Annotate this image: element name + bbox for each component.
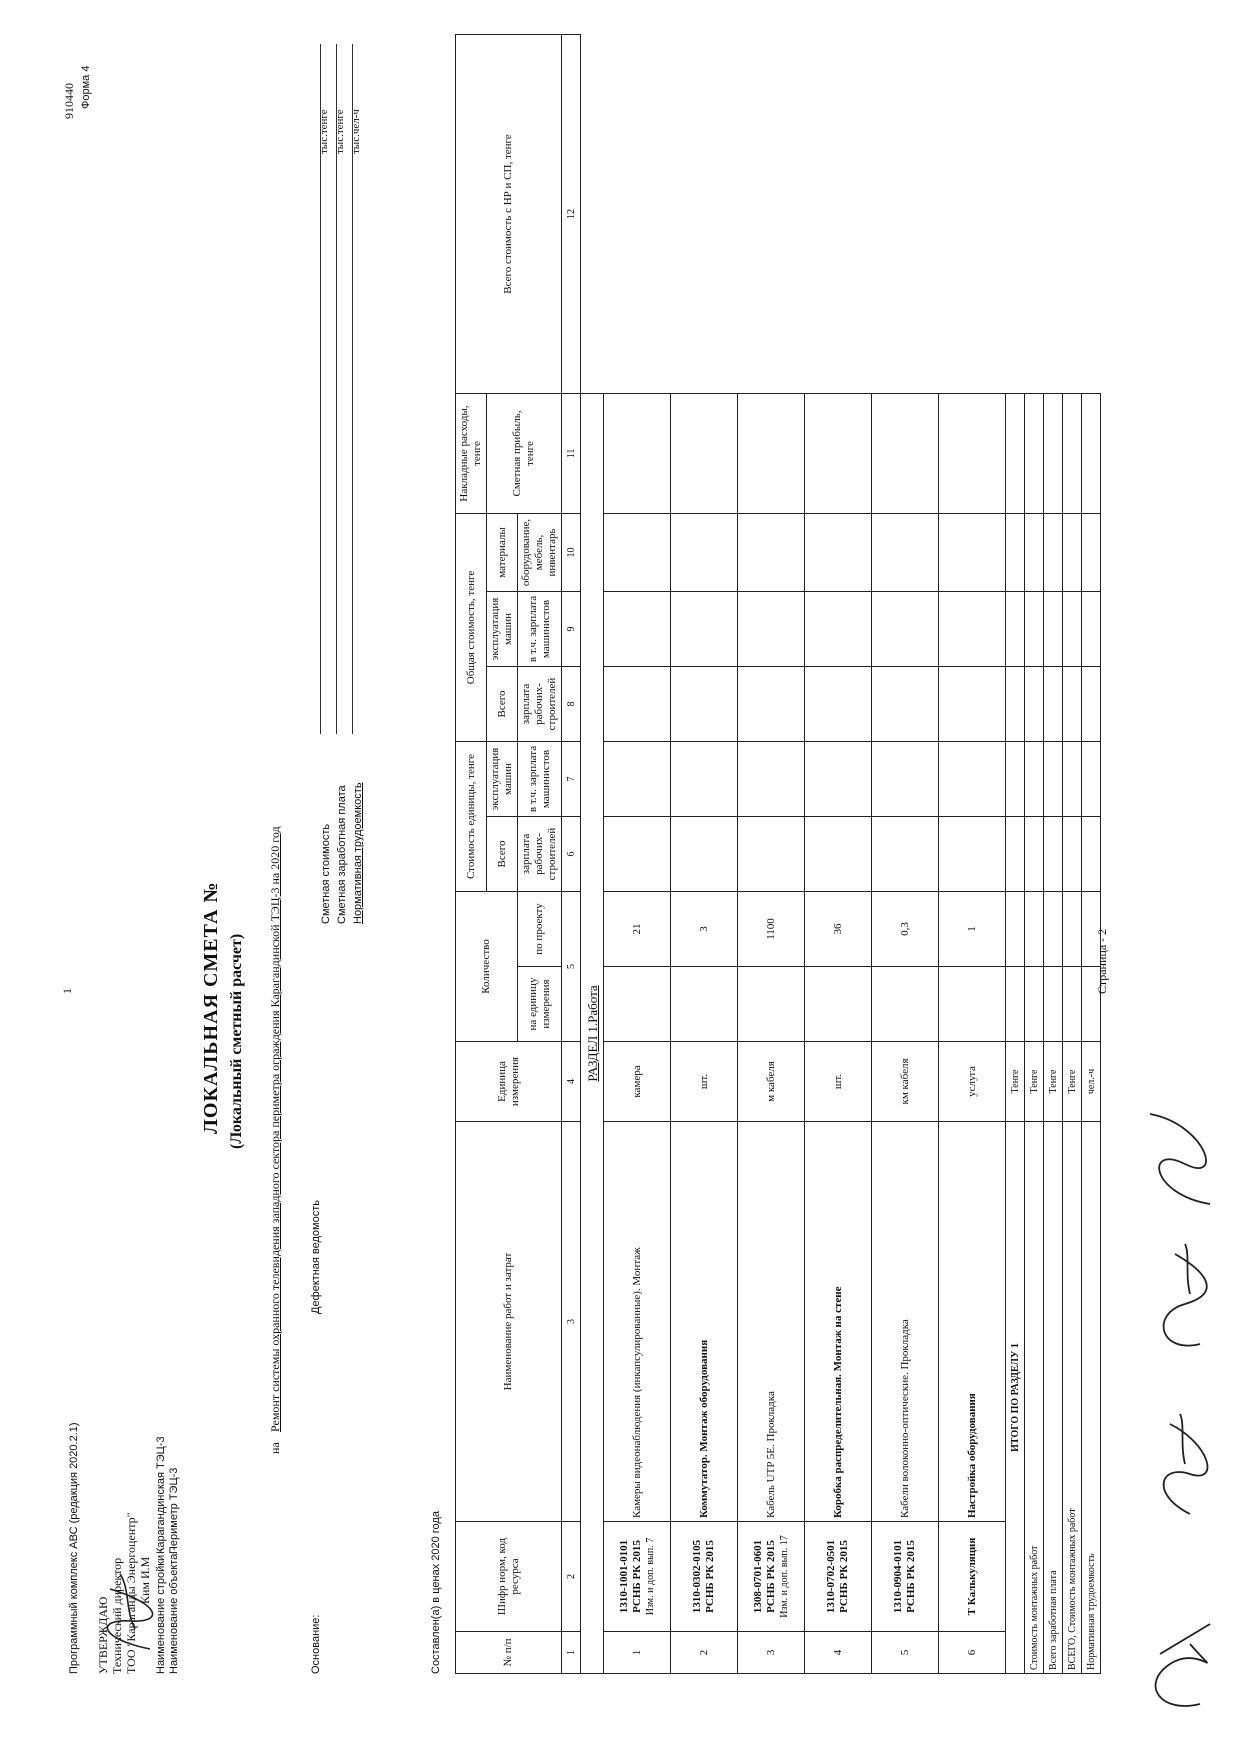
section-total-unit: Тенге bbox=[1006, 1042, 1025, 1122]
col-number: 10 bbox=[562, 513, 581, 591]
section-total-row bbox=[1006, 35, 1025, 1674]
header-wage-2: зарплата рабочих-строителей bbox=[518, 667, 562, 742]
summary-label: Всего заработная плата bbox=[1044, 1122, 1063, 1674]
header-unit-cost: Стоимость единицы, тенге bbox=[456, 742, 487, 892]
col-number: 6 bbox=[562, 817, 581, 892]
col-number: 1 bbox=[562, 1632, 581, 1674]
header-all-2: Всего bbox=[487, 667, 518, 742]
summary-row bbox=[1025, 35, 1044, 1674]
handwritten-signatures bbox=[1130, 1104, 1230, 1724]
row-code: 1310-0904-0101 РСНБ РК 2015 bbox=[872, 1522, 939, 1632]
row-qty: 1100 bbox=[738, 892, 805, 967]
col-number: 7 bbox=[562, 742, 581, 817]
row-qty: 21 bbox=[604, 892, 671, 967]
program-name: Программный комплекс АВС (редакция 2020.2.1) bbox=[68, 1422, 80, 1674]
company-name: ТОО "Караганды Энергоцентр" bbox=[124, 1512, 138, 1674]
page-number: Страница - 2 bbox=[1095, 928, 1109, 994]
site-label: Наименование стройки - bbox=[155, 1548, 167, 1674]
header-machines-1: эксплуатация машин bbox=[487, 742, 518, 817]
row-unit: шт. bbox=[805, 1042, 872, 1122]
estimate-subject: Ремонт системы охранного телевидения западного сектора периметра ограждения Карагандинской ТЭЦ-3 на 2020 год bbox=[268, 826, 282, 1432]
row-number: 6 bbox=[939, 1632, 1006, 1674]
page-marker: 1 bbox=[60, 988, 74, 994]
col-number: 12 bbox=[562, 35, 581, 394]
row-unit: шт. bbox=[671, 1042, 738, 1122]
col-number: 11 bbox=[562, 393, 581, 513]
col-number: 5 bbox=[562, 892, 581, 1042]
column-numbers-row bbox=[562, 35, 581, 1674]
wage-label: Сметная заработная плата bbox=[336, 785, 348, 924]
row-unit: услуга bbox=[939, 1042, 1006, 1122]
row-qty: 0,3 bbox=[872, 892, 939, 967]
summary-label: Стоимость монтажных работ bbox=[1025, 1122, 1044, 1674]
header-name: Наименование работ и затрат bbox=[456, 1122, 562, 1522]
summary-unit: Тенге bbox=[1063, 1042, 1082, 1122]
header-overhead: Накладные расходы, тенге bbox=[456, 393, 487, 513]
summary-row bbox=[1063, 35, 1082, 1674]
table-row bbox=[939, 35, 1006, 1674]
header-unit: Единица измерения bbox=[456, 1042, 562, 1122]
header-total-cost: Общая стоимость, тенге bbox=[456, 513, 487, 741]
approved-label: УТВЕРЖДАЮ bbox=[96, 1596, 110, 1674]
header-wage-1: зарплата рабочих-строителей bbox=[518, 817, 562, 892]
row-name: Коммутатор. Монтаж оборудования bbox=[671, 1122, 738, 1522]
summary-unit: чел.-ч bbox=[1082, 1042, 1101, 1122]
header-machines-2: эксплуатация машин bbox=[487, 592, 518, 667]
row-name: Настройка оборудования bbox=[939, 1122, 1006, 1522]
na-label: на bbox=[268, 1442, 282, 1454]
col-number: 4 bbox=[562, 1042, 581, 1122]
unit-labor: тыс.чел-ч bbox=[350, 109, 362, 154]
row-unit: камера bbox=[604, 1042, 671, 1122]
compiled-note: Составлен(а) в ценах 2020 года bbox=[430, 1511, 442, 1674]
document-title: ЛОКАЛЬНАЯ СМЕТА № bbox=[200, 881, 222, 1134]
estimate-table bbox=[455, 34, 1101, 1674]
row-number: 5 bbox=[872, 1632, 939, 1674]
approval-signature bbox=[90, 1569, 165, 1659]
table-row bbox=[805, 35, 872, 1674]
director-name: Ким И.М bbox=[138, 1556, 152, 1604]
row-code: Т Калькуляция bbox=[939, 1522, 1006, 1632]
header-equipment: оборудование, мебель, инвентарь bbox=[518, 513, 562, 591]
row-name: Кабель UTP 5E. Прокладка bbox=[738, 1122, 805, 1522]
basis-value: Дефектная ведомость bbox=[310, 1200, 322, 1314]
object-value: Периметр ТЭЦ-3 bbox=[168, 1467, 180, 1554]
header-all-1: Всего bbox=[487, 817, 518, 892]
section-title: РАЗДЕЛ 1.Работа bbox=[581, 393, 604, 1673]
object-label: Наименование объекта - bbox=[168, 1546, 180, 1674]
labor-label: Нормативная трудоемкость bbox=[352, 782, 364, 924]
row-number: 4 bbox=[805, 1632, 872, 1674]
section-row bbox=[581, 35, 604, 1674]
row-code: 1310-0702-0501 РСНБ РК 2015 bbox=[805, 1522, 872, 1632]
site-value: Карагандинская ТЭЦ-3 bbox=[155, 1436, 167, 1554]
summary-unit: Тенге bbox=[1044, 1042, 1063, 1122]
row-qty: 1 bbox=[939, 892, 1006, 967]
table-row bbox=[604, 35, 671, 1674]
header-materials: материалы bbox=[487, 513, 518, 591]
row-number: 3 bbox=[738, 1632, 805, 1674]
header-qty: Количество bbox=[456, 892, 518, 1042]
row-number: 1 bbox=[604, 1632, 671, 1674]
row-note: Изм. и доп. вып. 17 bbox=[778, 1535, 790, 1618]
basis-label: Основание: bbox=[310, 1614, 322, 1674]
summary-row bbox=[1044, 35, 1063, 1674]
row-unit: км кабеля bbox=[872, 1042, 939, 1122]
row-qty: 3 bbox=[671, 892, 738, 967]
row-qty: 36 bbox=[805, 892, 872, 967]
row-name: Коробка распределительная. Монтаж на стене bbox=[805, 1122, 872, 1522]
header-qty-per-unit: на единицу измерения bbox=[518, 967, 562, 1042]
header-profit: Сметная прибыль, тенге bbox=[487, 393, 562, 513]
header-code: Шифр норм, код ресурса bbox=[456, 1522, 562, 1632]
summary-row bbox=[1082, 35, 1101, 1674]
row-code: 1308-0701-0601 РСНБ РК 2015 bbox=[751, 1539, 777, 1614]
col-number: 3 bbox=[562, 1122, 581, 1522]
row-number: 2 bbox=[671, 1632, 738, 1674]
table-row bbox=[872, 35, 939, 1674]
col-number: 9 bbox=[562, 592, 581, 667]
cost-label: Сметная стоимость bbox=[320, 823, 332, 924]
summary-unit: Тенге bbox=[1025, 1042, 1044, 1122]
summary-label: Нормативная трудоемкость bbox=[1082, 1122, 1101, 1674]
unit-cost: тыс.тенге bbox=[318, 109, 330, 154]
director-position: Технический директор bbox=[110, 1557, 124, 1674]
unit-wage: тыс.тенге bbox=[334, 109, 346, 154]
col-number: 2 bbox=[562, 1522, 581, 1632]
document-subtitle: (Локальный сметный расчет) bbox=[228, 933, 245, 1149]
table-row bbox=[671, 35, 738, 1674]
row-name: Камеры видеонаблюдения (инкапсулированные). Монтаж bbox=[604, 1122, 671, 1522]
table-row bbox=[738, 35, 805, 1674]
row-unit: м кабеля bbox=[738, 1042, 805, 1122]
header-grand-total: Всего стоимость с НР и СП, тенге bbox=[456, 35, 562, 394]
section-total-label: ИТОГО ПО РАЗДЕЛУ 1 bbox=[1006, 1122, 1025, 1674]
header-qty-project: по проекту bbox=[518, 892, 562, 967]
col-number: 8 bbox=[562, 667, 581, 742]
row-code: 1310-1001-0101 РСНБ РК 2015 bbox=[617, 1539, 643, 1614]
row-name: Кабели волоконно-оптические. Прокладка bbox=[872, 1122, 939, 1522]
summary-label: ВСЕГО, Стоимость монтажных работ bbox=[1063, 1122, 1082, 1674]
header-machines-wage-2: в т.ч. зарплата машинистов bbox=[518, 592, 562, 667]
header-num: № п/п bbox=[456, 1632, 562, 1674]
form-number: Форма 4 bbox=[80, 65, 92, 109]
row-code: 1310-0302-0105 РСНБ РК 2015 bbox=[671, 1522, 738, 1632]
row-note: Изм. и доп. вып. 7 bbox=[644, 1537, 656, 1616]
header-machines-wage-1: в т.ч. зарплата машинистов bbox=[518, 742, 562, 817]
document-code: 910440 bbox=[62, 83, 76, 119]
